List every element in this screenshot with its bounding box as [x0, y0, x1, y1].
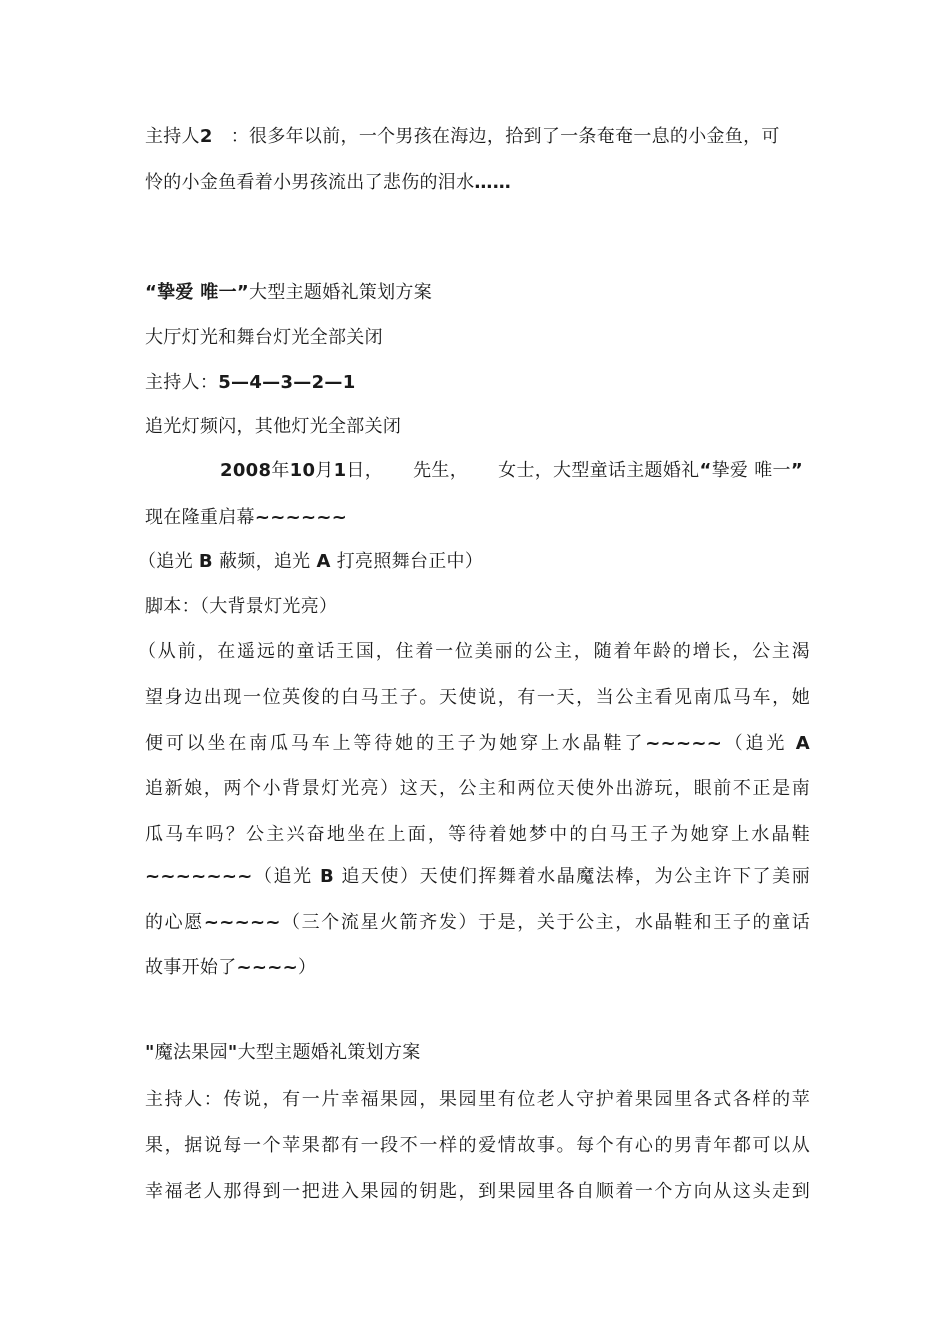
paragraph-line [145, 505, 810, 531]
text-bold: B [198, 551, 213, 572]
text: 追天使）天使们挥舞着水晶魔法棒，为公主许下了美丽 [334, 866, 810, 887]
tilde: ~~~~~ [645, 733, 723, 754]
text: 脚本：（大背景灯光亮） [145, 596, 338, 617]
paragraph-line [145, 731, 810, 757]
text: 追新娘，两个小背景灯光亮）这天，公主和两位天使外出游玩，眼前不正是南 [145, 778, 810, 799]
text-bold: B [320, 866, 335, 887]
text: 怜的小金鱼看着小男孩流出了悲伤的泪水 [145, 172, 475, 193]
day: 1 [333, 460, 347, 481]
text: 故事开始了 [145, 957, 237, 978]
text: 打亮照舞台正中） [330, 551, 484, 572]
tilde: ~~~~~ [203, 912, 281, 933]
text: ） [298, 957, 317, 978]
text-bold: A [795, 733, 811, 754]
paragraph-line [145, 822, 810, 848]
text: 挚爱 唯一 [711, 460, 791, 481]
title-text: 大型主题婚礼策划方案 [237, 1042, 421, 1063]
title-text: 魔法果园 [154, 1042, 228, 1063]
text: （三个流星火箭齐发）于是，关于公主，水晶鞋和王子的童话 [280, 912, 810, 933]
text: 便可以坐在南瓜马车上等待她的王子为她穿上水晶鞋了 [145, 733, 646, 754]
text-bold: A [316, 551, 331, 572]
text: 果，据说每一个苹果都有一段不一样的爱情故事。每个有心的男青年都可以从 [145, 1135, 810, 1156]
tilde: ~~~~ [236, 957, 299, 978]
paragraph-line [145, 414, 810, 440]
title-quote: " [227, 1042, 238, 1063]
tilde: ~~~~~~ [254, 507, 348, 528]
text: （从前，在遥远的童话王国，住着一位美丽的公主，随着年龄的增长，公主渴 [138, 641, 810, 662]
paragraph-line [145, 910, 810, 936]
paragraph-line [145, 1133, 810, 1159]
title-text: 大型主题婚礼策划方案 [249, 282, 433, 303]
text: 主持人：传说，有一片幸福果园，果园里有位老人守护着果园里各式各样的苹 [145, 1089, 810, 1110]
paragraph-line [145, 685, 810, 711]
text: 主持人： [145, 372, 219, 393]
paragraph-line [145, 1087, 810, 1113]
text: （追光 [722, 733, 796, 754]
paragraph-line [145, 325, 810, 351]
paragraph-line [145, 370, 810, 396]
text-bold: 2 [199, 126, 213, 147]
paragraph-line [145, 124, 810, 150]
paragraph-line [138, 639, 810, 665]
text: 追光灯频闪，其他灯光全部关闭 [145, 416, 402, 437]
paragraph-line [145, 776, 810, 802]
text: 瓜马车吗？公主兴奋地坐在上面，等待着她梦中的白马王子为她穿上水晶鞋 [145, 824, 810, 845]
title-quote: “挚爱 唯一” [145, 282, 250, 303]
text: （追光 [252, 866, 321, 887]
year: 2008 [220, 460, 272, 481]
paragraph-line [145, 955, 810, 981]
title-quote: " [145, 1042, 155, 1063]
tilde: ~~~~~~~ [145, 866, 253, 887]
text: 现在隆重启幕 [145, 507, 255, 528]
text: 幸福老人那得到一把进入果园的钥匙，到果园里各自顺着一个方向从这头走到 [145, 1181, 810, 1202]
text: 大厅灯光和舞台灯光全部关闭 [145, 327, 383, 348]
text: 的心愿 [145, 912, 204, 933]
paragraph-line [138, 549, 803, 575]
text: 年 [271, 460, 290, 481]
paragraph-line [145, 1179, 810, 1205]
text: 蔽频，追光 [212, 551, 317, 572]
quote-open: “ [699, 460, 712, 481]
text: （追光 [138, 551, 199, 572]
paragraph-line [220, 458, 810, 484]
text: 月 [315, 460, 334, 481]
text: ：很多年以前，一个男孩在海边，拾到了一条奄奄一息的小金鱼，可 [230, 126, 780, 147]
section-title [145, 280, 810, 306]
text-bold: …… [474, 172, 512, 193]
paragraph-line [145, 864, 810, 890]
text: 主持人 [145, 126, 200, 147]
paragraph-line [145, 594, 810, 620]
text: 望身边出现一位英俊的白马王子。天使说，有一天，当公主看见南瓜马车，她 [145, 687, 810, 708]
quote-close: ” [790, 460, 803, 481]
paragraph-line [145, 170, 810, 196]
month: 10 [289, 460, 316, 481]
countdown: 5—4—3—2—1 [218, 372, 356, 393]
text: 日， 先生， 女士，大型童话主题婚礼 [346, 460, 700, 481]
section-title [145, 1040, 810, 1066]
